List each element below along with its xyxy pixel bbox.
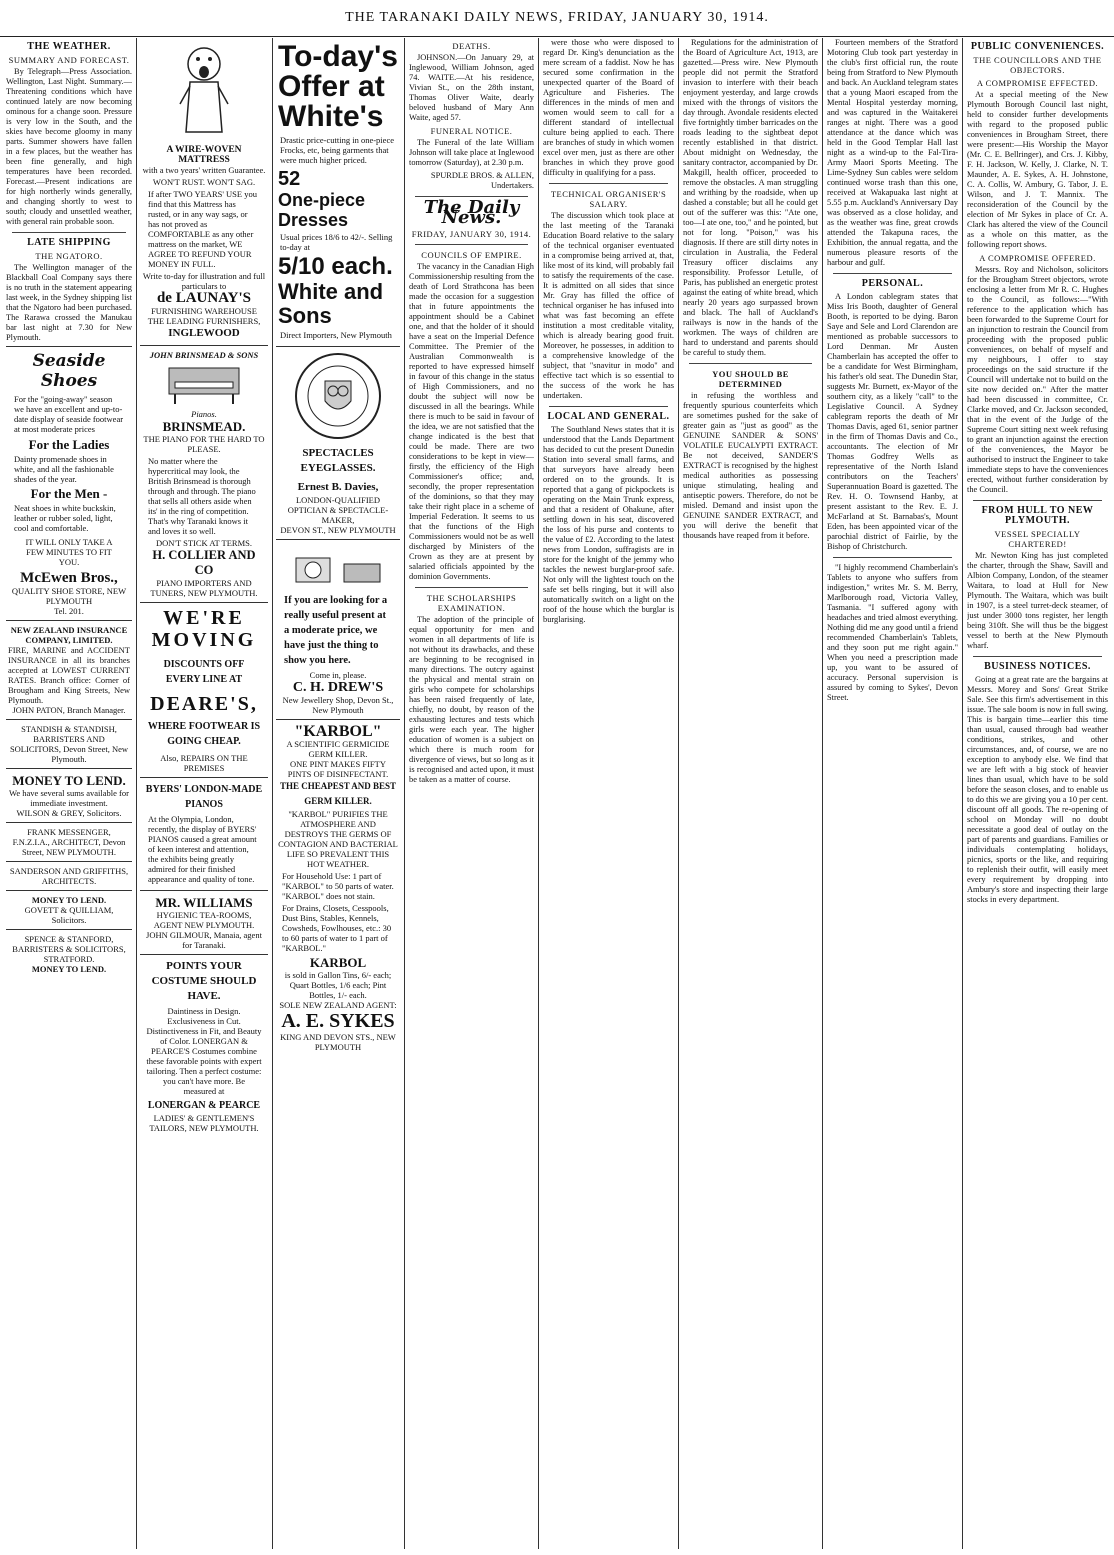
technical-text: The discussion which took place at the last meeting of the Taranaki Education Board relative to the salary of the technical organiser eventuated in a compromise being arrived at, that, like most of its kind, will probably fail to satisfy the requirements of the case. It is admitted on all sides that since Mr. Gray has filled the office of technical organiser he has infused into what was fast becoming an effete institution a most creditable vitality, which is already bearing good fruit. Moreover, he possesses, in addition to a comprehensive knowledge of the subject, that "snavitur in modo" and effective tact which is so essential to the success of the work he has undertaken. [543,211,674,400]
shouting-boy-illustration [176,42,232,142]
karbol-text: "KARBOL" PURIFIES THE ATMOSPHERE AND DESTROYS THE GERMS OF CONTAGION AND BACTERIAL LIFE SO PREVALENT THIS HOT WEATHER. [278,809,398,869]
deare-ad [140,603,268,778]
insurance-title: NEW ZEALAND INSURANCE COMPANY, LIMITED. [10,625,128,645]
piano-illustration [159,360,249,406]
paper-title: The Daily News. [423,197,520,228]
column-7-text-b: "I highly recommend Chamberlain's Tablets to anyone who suffers from indigestion," writes Mr. S. M. Berry, Marlborough road, Victoria Valley, Tasmania. "I suffered agony with headaches and tried almost everything. Nothing did me any good until a friend recommended Chamberlain's Tablets, and they soon put me right again." When you need a prescription made up, you want to be assured of accuracy. Personal supervision is assured by coming to Sykes', Devon Street. [827,563,958,702]
deaths-text: JOHNSON.—On January 29, at Inglewood, William Johnson, aged 74. WAITE.—At his residence, Vivian St., on the 28th instant, Thomas Oliver Waite, dearly beloved husband of Mary Ann Waite, aged 57. [409,53,534,122]
whites-count: 52 [278,168,301,190]
karbol-ad [276,720,400,1056]
money-title-1: MONEY TO LEND. [12,773,126,788]
sykes-name: A. E. SYKES [281,1010,395,1032]
williams-sub: HYGIENIC TEA-ROOMS, AGENT NEW PLYMOUTH. [153,910,255,930]
weather-text: By Telegraph—Press Association. Wellington, Last Night. Summary.—Threatening conditions which have continued lately are now becoming ominous for a change soon. Pressure is very low in the South, and the skies have become gloomy in many parts. Summer showers have fallen in a few places, but the weather has been fine generally, and high temperatures have been recorded. Forecast.—Present indications are for high northerly winds generally, and changing shortly to west to south; cloudy and unsettled weather, with general rain probable soon. [6,67,132,226]
costume-title: POINTS YOUR COSTUME SHOULD HAVE. [151,960,257,1002]
seaside-text: For the "going-away" season we have an excellent and up-to-date display of seaside footwear at most moderate prices [14,394,124,434]
technical-heading: TECHNICAL ORGANISER'S SALARY. [550,189,667,209]
drew-come: Come in, please. [309,670,367,680]
column-5-text: were those who were disposed to regard Dr. King's denunciation as the mere scream of a faddist. Now he has secured some confirmation in the unexpected quarter of the Board of Agriculture and Fisheries. The differences in the minds of men and women would seem to call for a different standard of intellectual culture being applied to each. There are branches of study in which women excel over men, just as there are other branches in which they prove good difficulty in qualifying for a pass. [543,38,674,177]
drew-ad [276,540,400,720]
karbol-use: For Household Use: 1 part of "KARBOL" to 50 parts of water. "KARBOL" does not stain. [282,871,394,901]
article-text-2: The adoption of the principle of equal opportunity for men and women in all departments of life is not without its drawbacks, and these are beginning to be recognised in many directions. The outcry against the physical and mental strain on girls who compete for scholarships has been raised frequently of late, chiefly, no doubt, by reason of the exhausting lectures and tests which girls were each year. The higher education of women is a subject on which there is much room for divergence of views, but so long as it is recognised and acted upon, it must be taken as a matter of course. [409,615,534,784]
divider [549,183,668,184]
mcewen-sub: QUALITY SHOE STORE, NEW PLYMOUTH [11,586,127,606]
business-heading: BUSINESS NOTICES. [984,661,1091,672]
whites-line-3: White's [278,100,384,133]
funeral-agent: SPURDLE BROS. & ALLEN, Undertakers. [430,171,534,190]
whites-dresses: One-piece Dresses [278,190,366,230]
spence-text: SPENCE & STANFORD, BARRISTERS & SOLICITORS, STRATFORD. [12,934,126,964]
deaths-heading: DEATHS. [452,41,491,51]
whites-ad [276,38,400,347]
launay-sub: FURNISHING WAREHOUSE THE LEADING FURNISHERS, [147,306,261,326]
seaside-title: Seaside Shoes [32,351,106,391]
whites-line-1: To-day's [278,40,398,73]
men-title: For the Men - [30,486,108,501]
ladies-text: Dainty promenade shoes in white, and all the fashionable shades of the year. [14,454,114,484]
column-rule [962,38,963,1549]
karbol-sub: A SCIENTIFIC GERMICIDE GERM KILLER. [286,739,390,759]
standish-ad [6,720,132,769]
byers-text: At the Olympia, London, recently, the display of BYERS' PIANOS caused a great amount of keen interest and attention, the exhibits being greatly admired for their finished appearance and quality of tone. [148,814,257,884]
davies-ad [276,347,400,540]
money-ad-1 [6,769,132,823]
determined-text: in refusing the worthless and frequently spurious counterfeits which are sometimes pushed for the sake of greater gain as "just as good" as the GENUINE SANDER & SONS' VOLATILE EUCALYPTI EXTRACT. Be not deceived, SANDER'S EXTRACT is recognised by the highest medical authorities as possessing unique stimulating, healing and antiseptic powers. Therefore, do not be misled. Demand and insist upon the GENUINE SANDER EXTRACT, and you will derive the benefit that thousands have reaped from it before. [683,391,818,540]
karbol-title: "KARBOL" [294,723,382,740]
determined-heading: YOU SHOULD BE DETERMINED [712,369,789,389]
money-agent-2: GOVETT & QUILLIAM, Solicitors. [24,905,114,925]
lonergan-ad [140,955,268,1137]
karbol-agent: SOLE NEW ZEALAND AGENT: [279,1000,397,1010]
column-rule [272,38,273,1549]
divider [12,232,126,233]
column-6 [683,38,818,1549]
williams-title: MR. WILLIAMS [155,895,253,910]
brinsmead-text: No matter where the hypercritical may look, the British Brinsmead is thorough through and through. The piano that sells all others aside when its' in the ring of competition. That's why Taranaki knows it and loves it so well. [148,456,256,536]
conveniences-subheading: THE COUNCILLORS AND THE OBJECTORS. [973,55,1102,75]
shipping-heading: LATE SHIPPING [27,237,111,248]
local-text: The Southland News states that it is understood that the Lands Department has decided to cut the present Dunedin Station into several small farms, and that surveyors have already been ordered on to the grounds. It is reported that a gang of pickpockets is operating on the Main Trunk express, and that a resident of Ohakune, after settling down in his seat, discovered the loss of his purse and contents to the value of £2. According to the latest news from London, suffragists are in store for the knight of the jemmy who tackles the newest burglar-proof safe. Not only will the lightest touch on the safe set bells ringing, but it will also automatically switch on a light on the roof of the house which the burglar is burglarising. [543,425,674,624]
divider [415,244,528,245]
column-rule [136,38,137,1549]
paper-date: FRIDAY, JANUARY 30, 1914. [411,229,532,239]
drew-text: If you are looking for a really useful present at a moderate price, we have just the thing to show you here. [284,595,388,666]
williams-ad [140,891,268,955]
hull-heading: FROM HULL TO NEW PLYMOUTH. [981,505,1094,526]
lonergan-name: LONERGAN & PEARCE [147,1100,261,1111]
brinsmead-name: BRINSMEAD. [162,419,246,434]
article-heading-2: THE SCHOLARSHIPS EXAMINATION. [426,593,517,613]
mattress-sub: with a two years' written Guarantee. [142,165,266,175]
article-text-1: The vacancy in the Canadian High Commissionership resulting from the death of Lord Strathcona has been made the occasion for a suggestion that in future appointments the appointment should be a Cabinet one, and that the holder of it should have a seat on the Imperial Defence Committee. The Premier of the Australian Commonwealth is reported to have expressed himself in favour of this change in the status of High Commissioners, and no doubt the subject will now be discussed in all the bearings. While there is much to be said in favour of the idea, we are not satisfied that the change indicated is the best that could be made. There are two considerations to be kept in view—firstly, the efficiency of the High Commissioner's office; and, secondly, the proper representation of the dominions, so that they may take their right place in a scheme of Imperial Federation. It seems to us that the functions of the High Commissioners would not be as well discharged by Ministers of the Crown as they are at present by salaried officials appointed by the dominion Governments. [409,262,534,581]
conveniences-subheading-2: A COMPROMISE EFFECTED. [976,78,1099,88]
collier-sub: PIANO IMPORTERS AND TUNERS, NEW PLYMOUTH. [150,578,258,598]
conveniences-subheading-3: A COMPROMISE OFFERED. [979,253,1096,263]
williams-agent: JOHN GILMOUR, Manaia, agent for Taranaki. [146,930,262,950]
standish-text: STANDISH & STANDISH, BARRISTERS AND SOLICITORS, Devon Street, New Plymouth. [9,724,129,764]
jewellery-illustration [288,544,388,588]
money-title-2: MONEY TO LEND. [31,895,107,905]
ladies-title: For the Ladies [28,437,110,452]
drew-sub: New Jewellery Shop, Devon St., New Plymouth [282,695,394,715]
discounts-text: DISCOUNTS OFF EVERY LINE AT [163,659,245,685]
conveniences-text: At a special meeting of the New Plymouth Borough Council last night, held to consider further developments with regard to the proposed public conveniences in Brougham Street, there were present:—His Worship the Mayor (Mr. C. E. Bellringer), and Crs. J. Kibby, F. H. Jackson, W. Kelly, J. Clarke, N. T. Maunder, A. E. Sykes, A. H. Johnstone, C. A. Collis, W. Ambury, G. Tabor, J. E. Wilson, and J. T. Mannix. The reconsideration of the Council by the election of Mr Sykes in place of Cr. A. Clark has altered the view of the Council as a whole on this matter, as the following report shows. [967,90,1108,249]
karbol-cheap: THE CHEAPEST AND BEST GERM KILLER. [279,781,397,806]
karbol-drains: For Drains, Closets, Cesspools, Dust Bins, Stables, Kennels, Cowsheds, Fowlhouses, etc.: 30 to 60 parts of water to 1 part of "KARBOL." [282,903,392,953]
insurance-ad [6,621,132,720]
karbol-pint: ONE PINT MAKES FIFTY PINTS OF DISINFECTANT. [287,759,389,779]
men-text: Neat shoes in white buckskin, leather or rubber soled, light, cool and comfortable. [14,503,116,533]
column-4 [409,38,534,1549]
column-3 [276,38,400,1549]
column-5 [543,38,674,1549]
mcewen-tel: Tel. 201. [54,606,84,616]
insurance-text: FIRE, MARINE and ACCIDENT INSURANCE in all its branches accepted at LOWEST CURRENT RATES. Branch office: Corner of Brougham and King Streets, New Plymouth. [8,645,130,705]
mattress-text: If after TWO YEARS' USE you find that this Mattress has rusted, or in any way sags, or has not proved as COMFORTABLE as any other mattress on the market, WE AGREE TO REFUND YOUR MONEY IN FULL. [148,189,257,269]
karbol-sold: is sold in Gallon Tins, 6/- each; Quart Bottles, 1/6 each; Pint Bottles, 1/- each. [284,970,392,1000]
column-rule [538,38,539,1549]
money-ad-2 [6,891,132,930]
column-6-text: Regulations for the administration of the Board of Agriculture Act, 1913, are gazetted.—Press wire. New Plymouth people did not permit the Stratford invasion to interfere with their beach enjoyment yesterday, and large crowds mixed with the throngs of visitors the day through. Avondale residents elected five fortnightly timber barricades on the roads leading to the sightbeat depot recently established in that district. About midnight on Wednesday, the sanitary contractor, accompanied by Dr. Makgill, health officer, proceeded to remove the obstacles. A man struggling and writhing by the roadside, when up dashed a constable; but all he could get out of the sufferer was this: "Ate one, too—I ate one, too," and he pointed, but not for long. "Poison," was his diagnosis. If there are still dirty notes in circulation in Australia, the Federal Treasury officer disclaims any responsibility. Professor Letulle, of Paris, has published an energetic protest against the eating of white bread, which nearly 20 years ago surpassed brown and black. The hall of Auckland's railways is now in the hands of the workmen. The ways of children are hard to understand and parents should be careful to study them. [683,38,818,357]
divider [833,557,952,558]
column-8 [967,38,1108,1549]
drew-name: C. H. DREW'S [292,680,384,695]
spectacle-makers-seal-illustration [293,351,383,441]
mattress-tag: WON'T RUST. WON'T SAG. [152,177,256,187]
weather-heading: THE WEATHER. [27,41,111,52]
messenger-text: FRANK MESSENGER, F.N.Z.I.A., ARCHITECT, Devon Street, NEW PLYMOUTH. [12,827,126,857]
local-heading: LOCAL AND GENERAL. [547,411,670,422]
whites-text: Drastic price-cutting in one-piece Frocks, etc, being garments that were much higher priced. [280,135,394,165]
column-7 [827,38,958,1549]
column-1 [6,38,132,1549]
sanderson-ad [6,862,132,891]
lonergan-sub: LADIES' & GENTLEMEN'S TAILORS, NEW PLYMOUTH. [149,1113,259,1133]
byers-title: BYERS' LONDON-MADE PIANOS [145,784,263,810]
brinsmead-pianos: Pianos. [191,409,217,419]
deare-note: Also, REPAIRS ON THE PREMISES [160,753,248,773]
fit-line: IT WILL ONLY TAKE A FEW MINUTES TO FIT YOU. [25,537,113,567]
column-rule [678,38,679,1549]
column-rule [404,38,405,1549]
money-text-1: We have several sums available for immediate investment. [9,788,129,808]
byers-ad [140,778,268,891]
mattress-cta: Write to-day for illustration and full particulars to [142,271,266,291]
mcewen-name: McEwen Bros., [20,570,118,586]
insurance-agent: JOHN PATON, Branch Manager. [12,705,126,715]
funeral-heading: FUNERAL NOTICE. [430,126,513,136]
sanderson-text: SANDERSON AND GRIFFITHS, ARCHITECTS. [9,866,129,886]
collier-name: H. COLLIER AND CO [152,548,256,577]
conveniences-text-2: Messrs. Roy and Nicholson, solicitors for the Brougham Street objectors, wrote enclosing a letter from Mr R. C. Hughes to the Council, as follows:—"With reference to the application which has been forwarded to the Supreme Court for an injunction to restrain the Council from proceeding with the proposed public conveniences, on behalf of myself and my neighbours, I offer to stay proceedings on the said structure if the Council will undertake not to build on the site now decided on." After the matter had been discussed in committee, Cr. Clarke moved, and Cr. Jackson seconded, that in the event of the Judge of the Supreme Court sitting next week refusing to grant an injunction against the erection of the conveniences, the Mayor be authorised to instruct the Engineer to take immediate steps to have the conveniences erected, without further consideration by the Council. [967,265,1108,494]
spence-note: MONEY TO LEND. [31,964,107,974]
divider [833,273,952,274]
mattress-title: A WIRE-WOVEN MATTRESS [166,145,242,165]
davies-sub: LONDON-QUALIFIED OPTICIAN & SPECTACLE-MAKER, [287,495,389,525]
divider [973,500,1102,501]
personal-text: A London cablegram states that Miss Iris Booth, daughter of General Booth, is reported to be dying. Baron Saye and Sele and Lord Clarendon are mentioned as probable successors to Lord Denman. Mr Austen Chamberlain has accepted the offer to be a candidate for West Birmingham, his father's old seat. The Dunedin Star, suggests Mr. Burnett, ex-Mayor of the southern city, as a likely "call" to the Legislative Council. A Sydney cablegram reports the death of Mr Thomas Davis, aged 61, senior partner in the firm of Thomas Davis and Co., accountants. The election of Mr Thomas Godfrey Wells as representative of the North Island contributors on the Teachers' Superannuation Board is gazetted. The Rev. H. O. Townsend Hanby, at present assistant to the Rev. E. J. McFarland at St. Barnabas's, Mount Eden, has been appointed vicar of the parochial district of Fairlie, by the Bishop of Christchurch. [827,292,958,551]
moving-line-2: MOVING [151,629,257,651]
messenger-ad [6,823,132,862]
brinsmead-banner: JOHN BRINSMEAD & SONS [149,350,259,360]
divider [689,363,812,364]
column-2 [140,38,268,1549]
seaside-shoes-ad [6,346,132,621]
article-heading-1: COUNCILS OF EMPIRE. [421,250,522,260]
davies-addr: DEVON ST., NEW PLYMOUTH [280,525,396,535]
weather-subheading: SUMMARY AND FORECAST. [8,55,130,65]
divider [973,656,1102,657]
business-text: Going at a great rate are the bargains at Messrs. Morey and Sons' Great Strike Sale. See this firm's advertisement in this issue. The sale boom is now in full swing. This is bargain time—earlier this time than usual, caused through bad weather conditions, strikes, and other circumstances, and, of course, we are no exception to anybody else. We find that we are left with a big stock of heavier lines than usual, which have to be sold before the season closes, and to enable us to do this we are giving you a 10 per cent. discount off all goods. The re-opening of school on Monday will no doubt necessitate a good deal of outlay on the part of parents and guardians. Families or individuals contemplating holidays, picnics, sports or the like, and requiring to replenish their outfit, will easily meet every requirement by dropping into Ambury's store and inspecting their large stocks in every department. [967,675,1108,904]
whites-price: 5/10 each. [278,253,393,280]
brinsmead-ad [140,346,268,603]
whites-usual: Usual prices 18/6 to 42/-. Selling to-day at [280,232,393,252]
masthead: THE TARANAKI DAILY NEWS, FRIDAY, JANUARY 30, 1914. [0,0,1114,37]
eyeglasses-title: EYEGLASSES. [300,462,376,474]
funeral-text: The Funeral of the late William Johnson will take place at Inglewood tomorrow (Saturday), at 2.30 p.m. [409,138,534,167]
costume-text: Daintiness in Design. Exclusiveness in Cut. Distinctiveness in Fit, and Beauty of Color. LONERGAN & PEARCE'S Costumes combine these favorable points with expert tailoring. Then a perfect costume: you can't have more. Be measured at [146,1006,262,1096]
divider [415,587,528,588]
whites-line-2: Offer at [278,70,385,103]
money-agent-1: WILSON & GREY, Solicitors. [16,808,122,818]
column-7-text: Fourteen members of the Stratford Motoring Club took part yesterday in the club's first official run, the route being from Stratford to New Plymouth and back. An Auckland telegram states that a young Maori escaped from the Mental Hospital yesterday morning, and was captured in the Waitakerei ranges at night. There was a good attendance at the dance which was held in the Good Templar Hall last night as a wind-up to the Fal-Tira-Army Maori Sports Meeting. The Lime-Sydney Sun cables were seldom continued worse trash than this one, received at Wakapuaka last night at 5.55 p.m. Auckland's Anniversary Day was observed as a close holiday, and as the weather was fine, great crowds attended the Takapuna races, the Exhibition, the annual regatta, and the numerous pleasure resorts of the harbour and gulf. [827,38,958,267]
brinsmead-note: DON'T STICK AT TERMS. [156,538,252,548]
deare-name: DEARE'S, [150,693,258,715]
sykes-sub: KING AND DEVON STS., NEW PLYMOUTH [280,1032,396,1052]
spence-ad [6,930,132,978]
hull-text: Mr. Newton King has just completed the charter, through the Shaw, Savill and Albion Company, London, of the steamer Waitara, to load at Hull for New Plymouth. The Waitara, which was built in 1907, is a steel turret-deck steamer, of just under 3000 tons register, her length being 310ft. She will thus be the biggest vessel to berth at the New Plymouth wharf. [967,551,1108,650]
mattress-ad [140,38,268,346]
launay-name: de LAUNAY'S [156,290,252,306]
deare-sub: WHERE FOOTWEAR IS GOING CHEAP. [147,721,261,747]
karbol-word: KARBOL [309,955,367,970]
spectacles-title: SPECTACLES [302,447,374,459]
column-rule [822,38,823,1549]
hull-subheading: VESSEL SPECIALLY CHARTERED! [994,529,1081,549]
brinsmead-sub: THE PIANO FOR THE HARD TO PLEASE. [143,434,265,454]
conveniences-heading: PUBLIC CONVENIENCES. [970,41,1105,52]
launay-town: INGLEWOOD [168,327,240,339]
divider [549,406,668,407]
davies-name: Ernest B. Davies, [297,481,379,493]
personal-heading: PERSONAL. [861,278,924,289]
shipping-subheading: THE NGATORO. [35,251,103,261]
moving-line-1: WE'RE [163,607,245,629]
whites-sub: Direct Importers, New Plymouth [280,330,392,340]
whites-name: White and Sons [278,279,384,328]
shipping-text: The Wellington manager of the Blackball Coal Company says there is no truth in the statement appearing last week, in the Sydney shipping list that the Ngatoro had been purchased. The Rarawa crossed the Manukau bar last night at 7.30 for New Plymouth. [6,263,132,342]
